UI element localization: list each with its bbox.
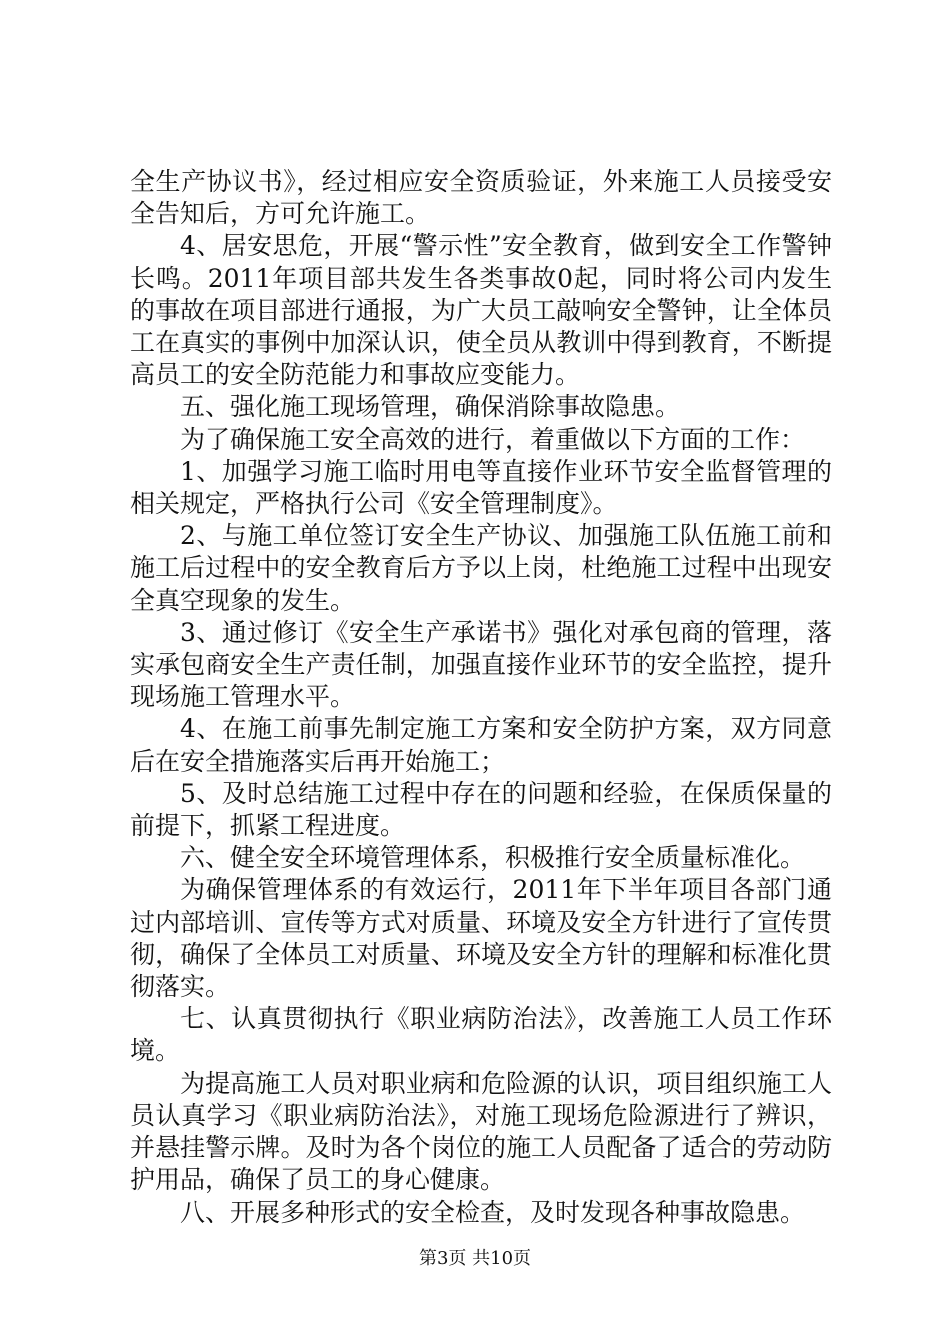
section-heading: 八、开展多种形式的安全检查，及时发现各种事故隐患。 bbox=[180, 1197, 806, 1227]
list-item: 2、与施工单位签订安全生产协议、加强施工队伍施工前和施工后过程中的安全教育后方予以上岗，杜绝施工过程中出现安全真空现象的发生。 bbox=[130, 521, 832, 615]
paragraph: 为提高施工人员对职业病和危险源的认识，项目组织施工人员认真学习《职业病防治法》，对施工现场危险源进行了辨识，并悬挂警示牌。及时为各个岗位的施工人员配备了适合的劳动防护用品，确保了员工的身心健康。 bbox=[130, 1068, 832, 1195]
section-heading: 七、认真贯彻执行《职业病防治法》，改善施工人员工作环境。 bbox=[130, 1004, 832, 1066]
paragraph: 全生产协议书》，经过相应安全资质验证，外来施工人员接受安全告知后，方可允许施工。 bbox=[130, 167, 832, 229]
paragraph: 为了确保施工安全高效的进行，着重做以下方面的工作： bbox=[180, 424, 806, 454]
section-heading: 五、强化施工现场管理，确保消除事故隐患。 bbox=[180, 392, 681, 422]
section-heading: 六、健全安全环境管理体系，积极推行安全质量标准化。 bbox=[180, 843, 806, 873]
document-body bbox=[130, 166, 832, 1229]
page-number: 第3页 共10页 bbox=[418, 1248, 532, 1269]
list-item: 5、及时总结施工过程中存在的问题和经验，在保质保量的前提下，抓紧工程进度。 bbox=[130, 778, 832, 841]
list-item: 3、通过修订《安全生产承诺书》强化对承包商的管理，落实承包商安全生产责任制，加强直接作业环节的安全监控，提升现场施工管理水平。 bbox=[130, 617, 832, 712]
paragraph: 为确保管理体系的有效运行，2011年下半年项目各部门通过内部培训、宣传等方式对质量、环境及安全方针进行了宣传贯彻，确保了全体员工对质量、环境及安全方针的理解和标准化贯彻落实。 bbox=[130, 875, 832, 1002]
list-item: 1、加强学习施工临时用电等直接作业环节安全监督管理的相关规定，严格执行公司《安全管理制度》。 bbox=[130, 456, 832, 519]
list-item: 4、在施工前事先制定施工方案和安全防护方案，双方同意后在安全措施落实后再开始施工； bbox=[130, 714, 832, 776]
paragraph: 4、居安思危，开展“警示性”安全教育，做到安全工作警钟长鸣。2011年项目部共发生各类事故0起，同时将公司内发生的事故在项目部进行通报，为广大员工敲响安全警钟，让全体员工在真实的事例中加深认识，使全员从教训中得到教育，不断提高员工的安全防范能力和事故应变能力。 bbox=[130, 231, 832, 390]
